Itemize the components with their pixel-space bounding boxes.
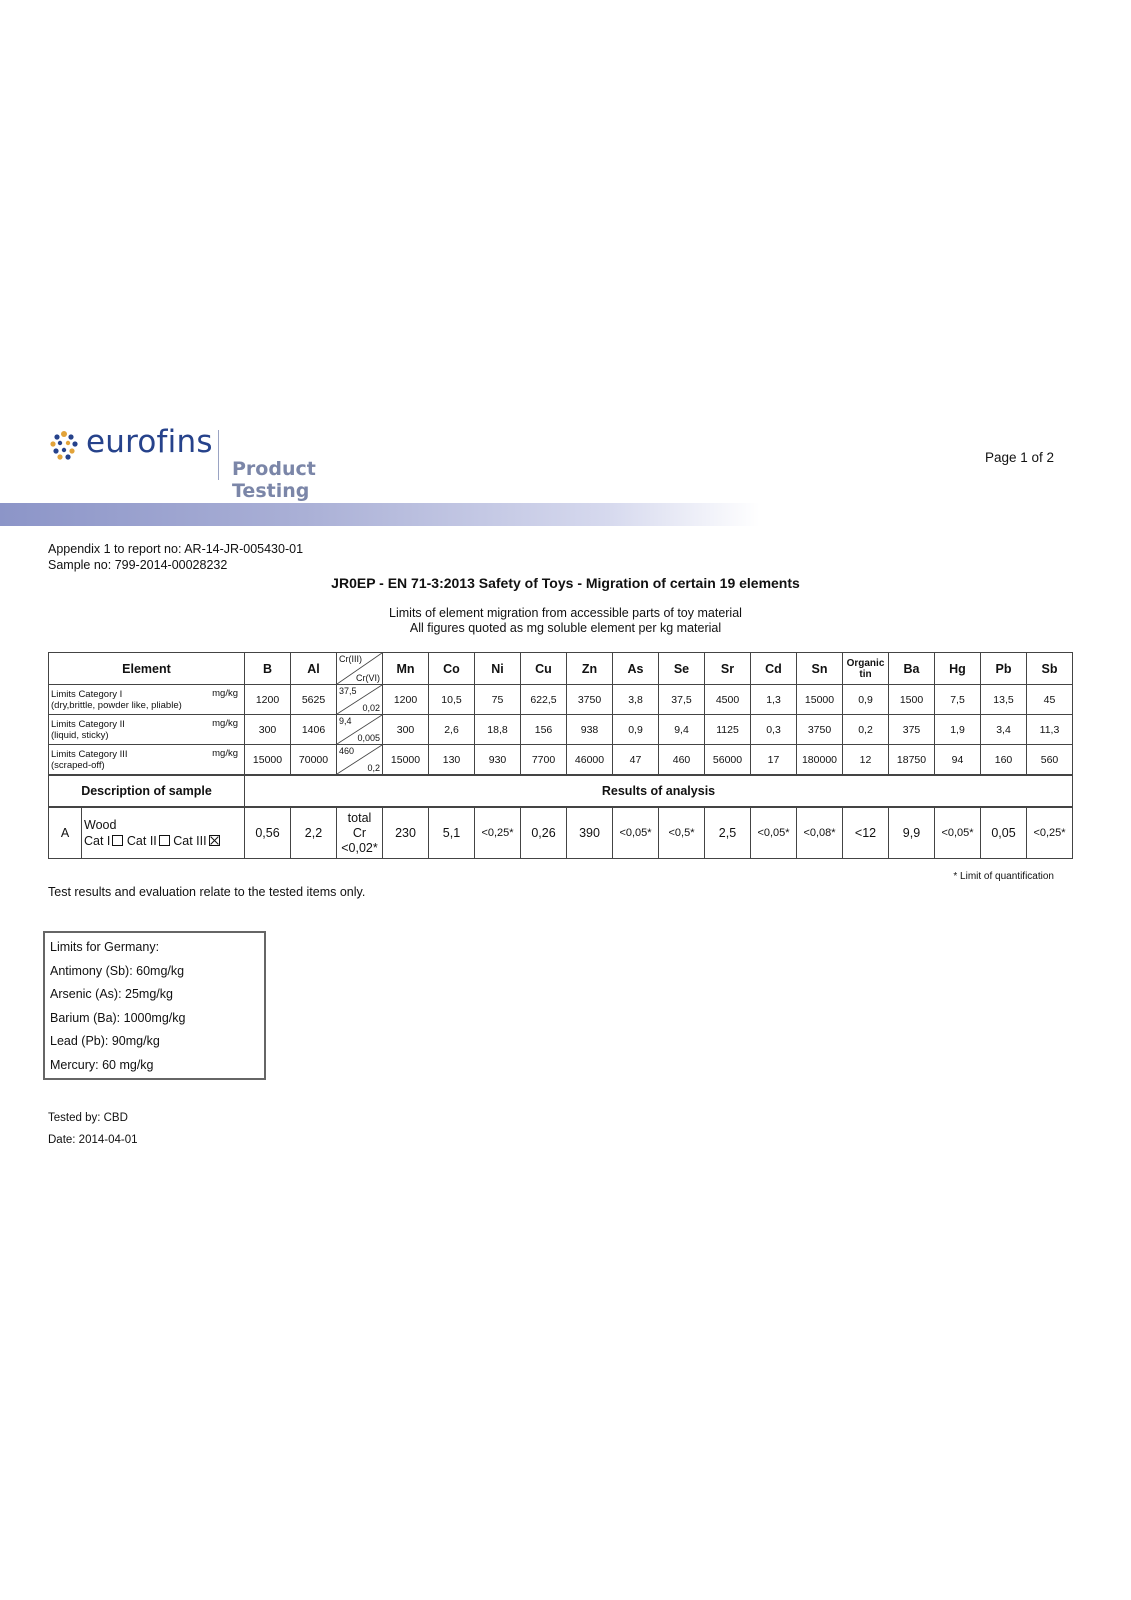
limit-value: 7700 bbox=[521, 745, 567, 776]
limit-value: 375 bbox=[889, 715, 935, 745]
limits-label-2: (dry,brittle, powder like, pliable) bbox=[51, 699, 182, 711]
limit-value: 10,5 bbox=[429, 685, 475, 715]
limit-value: 7,5 bbox=[935, 685, 981, 715]
description-header: Description of sample bbox=[49, 775, 245, 807]
limits-label-2: (liquid, sticky) bbox=[51, 729, 109, 741]
limit-value: 156 bbox=[521, 715, 567, 745]
limit-value: 15000 bbox=[383, 745, 429, 776]
cat1-label: Cat I bbox=[84, 834, 111, 848]
limit-value: 1,9 bbox=[935, 715, 981, 745]
germany-limit-item: Mercury: 60 mg/kg bbox=[50, 1057, 154, 1072]
cat2-label: Cat II bbox=[126, 834, 157, 848]
element-header-sr: Sr bbox=[705, 653, 751, 685]
limit-value: 4500 bbox=[705, 685, 751, 715]
result-value: 5,1 bbox=[429, 807, 475, 859]
result-value: <0,08* bbox=[797, 807, 843, 859]
sample-result-row bbox=[49, 807, 1073, 859]
result-value: <0,05* bbox=[935, 807, 981, 859]
limit-value: 12 bbox=[843, 745, 889, 776]
unit-label: mg/kg bbox=[212, 748, 238, 759]
tin-label: tin bbox=[859, 668, 872, 680]
limit-value: 11,3 bbox=[1027, 715, 1073, 745]
result-value: 0,56 bbox=[245, 807, 291, 859]
element-header-ni: Ni bbox=[475, 653, 521, 685]
limit-value: 0,9 bbox=[843, 685, 889, 715]
limit-value: 2,6 bbox=[429, 715, 475, 745]
limits-label-1: Limits Category III bbox=[51, 748, 128, 760]
limit-cr3: 460 bbox=[339, 746, 355, 756]
limit-cr-cell bbox=[337, 685, 383, 715]
limit-value: 1500 bbox=[889, 685, 935, 715]
result-value: <0,05* bbox=[613, 807, 659, 859]
limit-cr6: 0,02 bbox=[362, 703, 380, 713]
limit-cr6: 0,2 bbox=[367, 763, 380, 773]
limits-label-1: Limits Category I bbox=[51, 688, 123, 700]
limit-value: 75 bbox=[475, 685, 521, 715]
logo-subtitle: Product Testing bbox=[232, 458, 316, 502]
cat3-label: Cat III bbox=[173, 834, 207, 848]
element-header-cd: Cd bbox=[751, 653, 797, 685]
unit-label: mg/kg bbox=[212, 718, 238, 729]
germany-limit-item: Arsenic (As): 25mg/kg bbox=[50, 987, 173, 1001]
element-header-pb: Pb bbox=[981, 653, 1027, 685]
limit-value: 56000 bbox=[705, 745, 751, 776]
limit-value: 70000 bbox=[291, 745, 337, 776]
limit-value: 3750 bbox=[797, 715, 843, 745]
report-subtitle-1: Limits of element migration from accessible parts of toy material bbox=[389, 606, 742, 620]
limit-cr6: 0,005 bbox=[357, 733, 380, 743]
element-header-hg: Hg bbox=[935, 653, 981, 685]
limits-label bbox=[49, 745, 245, 776]
loq-footnote: * Limit of quantification bbox=[953, 871, 1054, 882]
cr6-label: Cr(VI) bbox=[356, 673, 380, 683]
limit-value: 13,5 bbox=[981, 685, 1027, 715]
limit-value: 3,4 bbox=[981, 715, 1027, 745]
limit-value: 3,8 bbox=[613, 685, 659, 715]
element-header-cu: Cu bbox=[521, 653, 567, 685]
limit-value: 1200 bbox=[245, 685, 291, 715]
disclaimer-text: Test results and evaluation relate to the tested items only. bbox=[48, 885, 366, 899]
limit-value: 5625 bbox=[291, 685, 337, 715]
germany-limit-item: Barium (Ba): 1000mg/kg bbox=[50, 1010, 186, 1025]
element-header-mn: Mn bbox=[383, 653, 429, 685]
result-value: 2,5 bbox=[705, 807, 751, 859]
organic-label: Organic bbox=[846, 657, 885, 669]
logo-divider bbox=[218, 430, 219, 480]
limit-value: 15000 bbox=[797, 685, 843, 715]
limit-value: 0,9 bbox=[613, 715, 659, 745]
total-cr-line2: Cr bbox=[352, 825, 367, 840]
limit-value: 1200 bbox=[383, 685, 429, 715]
result-value: 0,26 bbox=[521, 807, 567, 859]
result-value: 390 bbox=[567, 807, 613, 859]
report-subtitle-2: All figures quoted as mg soluble element per kg material bbox=[409, 621, 722, 635]
section-header-row bbox=[49, 775, 1073, 807]
element-header-as: As bbox=[613, 653, 659, 685]
limit-value: 18,8 bbox=[475, 715, 521, 745]
total-cr-value: <0,02* bbox=[341, 840, 378, 855]
total-cr-line1: total bbox=[347, 810, 372, 825]
sample-description bbox=[82, 807, 245, 859]
limit-value: 0,3 bbox=[751, 715, 797, 745]
result-value: 230 bbox=[383, 807, 429, 859]
limit-value: 1,3 bbox=[751, 685, 797, 715]
limits-label-2: (scraped-off) bbox=[51, 759, 105, 771]
element-header-co: Co bbox=[429, 653, 475, 685]
germany-limit-item: Lead (Pb): 90mg/kg bbox=[50, 1034, 160, 1048]
result-value: <0,25* bbox=[1027, 807, 1073, 859]
limit-value: 930 bbox=[475, 745, 521, 776]
appendix-ref: Appendix 1 to report no: AR-14-JR-005430-01 bbox=[48, 542, 304, 556]
germany-limits-title: Limits for Germany: bbox=[50, 940, 160, 954]
germany-limits-box bbox=[43, 931, 266, 1080]
eurofins-dots-icon bbox=[48, 430, 80, 462]
limit-value: 300 bbox=[245, 715, 291, 745]
element-header-b: B bbox=[245, 653, 291, 685]
result-value: <0,5* bbox=[659, 807, 705, 859]
page-number: Page 1 of 2 bbox=[984, 450, 1054, 465]
unit-label: mg/kg bbox=[212, 688, 238, 699]
limit-value: 560 bbox=[1027, 745, 1073, 776]
element-header-organic-tin bbox=[843, 653, 889, 685]
limits-row-cat3 bbox=[49, 745, 1073, 776]
migration-results-table bbox=[48, 652, 1073, 859]
limit-value: 17 bbox=[751, 745, 797, 776]
limit-value: 130 bbox=[429, 745, 475, 776]
limit-value: 0,2 bbox=[843, 715, 889, 745]
result-value: <0,05* bbox=[751, 807, 797, 859]
limit-value: 180000 bbox=[797, 745, 843, 776]
limits-row-cat1 bbox=[49, 685, 1073, 715]
limit-value: 37,5 bbox=[659, 685, 705, 715]
limit-value: 15000 bbox=[245, 745, 291, 776]
element-header-cr bbox=[337, 653, 383, 685]
limit-cr-cell bbox=[337, 745, 383, 776]
result-value: <12 bbox=[843, 807, 889, 859]
result-value: <0,25* bbox=[475, 807, 521, 859]
limits-row-cat2 bbox=[49, 715, 1073, 745]
result-value: 2,2 bbox=[291, 807, 337, 859]
sample-material: Wood bbox=[84, 818, 117, 832]
element-header-sn: Sn bbox=[797, 653, 843, 685]
limit-value: 1125 bbox=[705, 715, 751, 745]
limit-value: 160 bbox=[981, 745, 1027, 776]
limits-label bbox=[49, 715, 245, 745]
element-header-ba: Ba bbox=[889, 653, 935, 685]
logo-wordmark: eurofins bbox=[86, 424, 213, 460]
report-title: JR0EP - EN 71-3:2013 Safety of Toys - Migration of certain 19 elements bbox=[331, 575, 800, 591]
eurofins-logo bbox=[48, 424, 378, 502]
element-header-al: Al bbox=[291, 653, 337, 685]
cat1-checkbox-icon bbox=[112, 835, 123, 846]
limit-value: 18750 bbox=[889, 745, 935, 776]
germany-limit-item: Antimony (Sb): 60mg/kg bbox=[50, 963, 185, 978]
sample-id: A bbox=[49, 807, 82, 859]
limit-value: 1406 bbox=[291, 715, 337, 745]
result-total-cr bbox=[337, 807, 383, 859]
limit-value: 938 bbox=[567, 715, 613, 745]
cat3-checked-checkbox-icon bbox=[209, 835, 220, 846]
limit-value: 3750 bbox=[567, 685, 613, 715]
result-value: 9,9 bbox=[889, 807, 935, 859]
element-header: Element bbox=[49, 653, 245, 685]
limit-value: 460 bbox=[659, 745, 705, 776]
limit-value: 47 bbox=[613, 745, 659, 776]
limit-cr3: 9,4 bbox=[339, 716, 352, 726]
cr3-label: Cr(III) bbox=[339, 654, 362, 664]
limit-value: 45 bbox=[1027, 685, 1073, 715]
sample-number: Sample no: 799-2014-00028232 bbox=[48, 558, 228, 572]
element-header-zn: Zn bbox=[567, 653, 613, 685]
limit-value: 94 bbox=[935, 745, 981, 776]
cat2-checkbox-icon bbox=[159, 835, 170, 846]
limits-label-1: Limits Category II bbox=[51, 718, 125, 730]
element-header-row bbox=[49, 653, 1073, 685]
element-header-sb: Sb bbox=[1027, 653, 1073, 685]
limit-cr-cell bbox=[337, 715, 383, 745]
limit-value: 9,4 bbox=[659, 715, 705, 745]
tested-by: Tested by: CBD bbox=[48, 1112, 128, 1124]
limits-label bbox=[49, 685, 245, 715]
results-header: Results of analysis bbox=[245, 775, 1073, 807]
limit-value: 622,5 bbox=[521, 685, 567, 715]
limit-value: 46000 bbox=[567, 745, 613, 776]
result-value: 0,05 bbox=[981, 807, 1027, 859]
header-gradient-band bbox=[0, 503, 760, 526]
element-header-se: Se bbox=[659, 653, 705, 685]
limit-cr3: 37,5 bbox=[339, 686, 357, 696]
limit-value: 300 bbox=[383, 715, 429, 745]
test-date: Date: 2014-04-01 bbox=[48, 1134, 138, 1146]
